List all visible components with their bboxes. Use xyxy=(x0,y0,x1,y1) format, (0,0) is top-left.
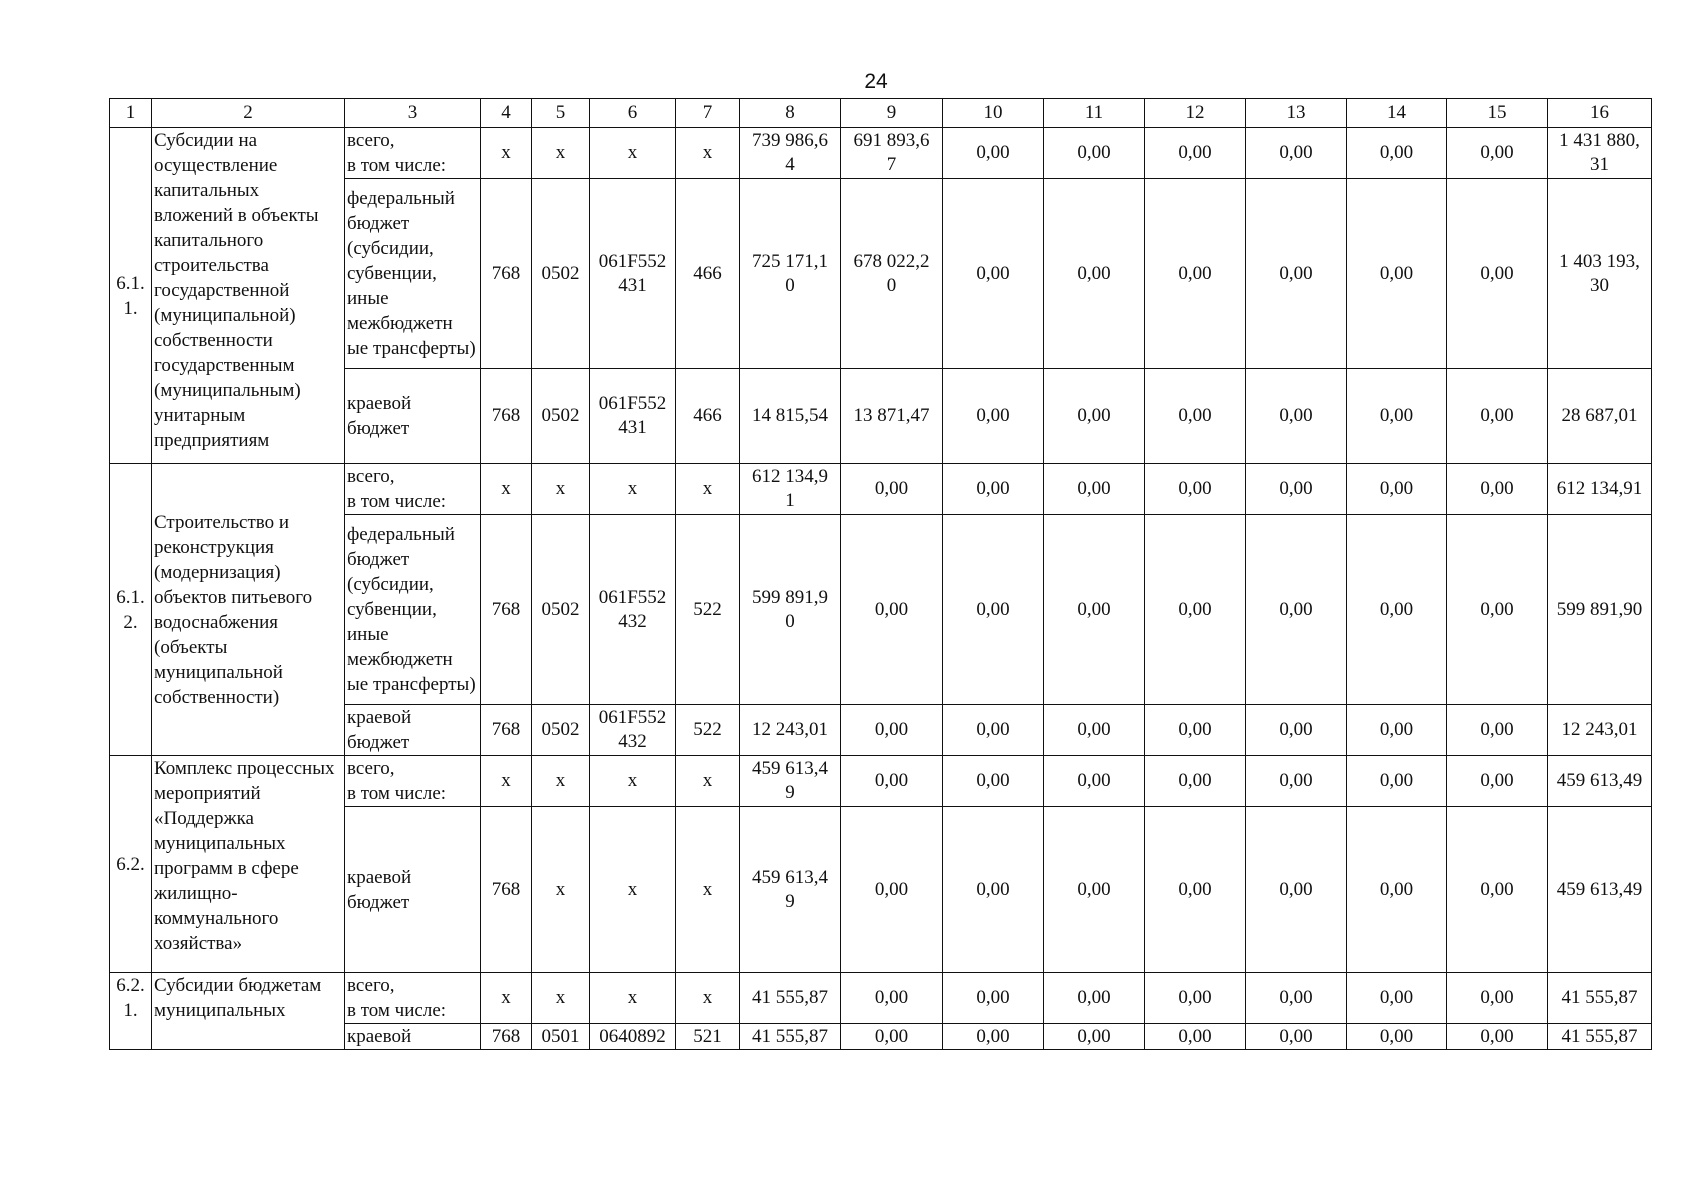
value-cell-c6: 061F552 432 xyxy=(590,705,676,756)
value-cell-c14: 0,00 xyxy=(1347,128,1447,179)
funding-source: краевой бюджет xyxy=(345,807,481,973)
table-row xyxy=(110,756,1652,807)
funding-source: федеральный бюджет (субсидии, субвенции, иные межбюджетн ые трансферты) xyxy=(345,179,481,369)
table-row xyxy=(110,464,1652,515)
value-cell-c12: 0,00 xyxy=(1145,1024,1246,1050)
value-cell-c12: 0,00 xyxy=(1145,705,1246,756)
col-header: 12 xyxy=(1145,99,1246,128)
col-header: 16 xyxy=(1548,99,1652,128)
value-cell-c5: x xyxy=(532,807,590,973)
item-name: Комплекс процессных мероприятий «Поддержка муниципальных программ в сфере жилищно-коммунального хозяйства» xyxy=(152,756,345,973)
header-row xyxy=(110,99,1652,128)
funding-source: всего, в том числе: xyxy=(345,973,481,1024)
value-cell-c6: 0640892 xyxy=(590,1024,676,1050)
value-cell-c6: x xyxy=(590,128,676,179)
col-header: 4 xyxy=(481,99,532,128)
value-cell-c6: x xyxy=(590,756,676,807)
value-cell-c8: 12 243,01 xyxy=(740,705,841,756)
value-cell-c9: 0,00 xyxy=(841,807,943,973)
value-cell-c8: 739 986,6 4 xyxy=(740,128,841,179)
value-cell-c13: 0,00 xyxy=(1246,369,1347,464)
value-cell-c4: x xyxy=(481,128,532,179)
value-cell-c8: 459 613,4 9 xyxy=(740,807,841,973)
value-cell-c15: 0,00 xyxy=(1447,705,1548,756)
value-cell-c12: 0,00 xyxy=(1145,179,1246,369)
value-cell-c14: 0,00 xyxy=(1347,1024,1447,1050)
funding-source: краевой xyxy=(345,1024,481,1050)
value-cell-c5: 0502 xyxy=(532,515,590,705)
col-header: 8 xyxy=(740,99,841,128)
value-cell-c4: 768 xyxy=(481,807,532,973)
value-cell-c5: x xyxy=(532,464,590,515)
value-cell-c4: 768 xyxy=(481,179,532,369)
value-cell-c5: 0502 xyxy=(532,705,590,756)
col-header: 13 xyxy=(1246,99,1347,128)
value-cell-c15: 0,00 xyxy=(1447,807,1548,973)
value-cell-c16: 28 687,01 xyxy=(1548,369,1652,464)
value-cell-c10: 0,00 xyxy=(943,464,1044,515)
value-cell-c16: 41 555,87 xyxy=(1548,1024,1652,1050)
value-cell-c4: 768 xyxy=(481,705,532,756)
col-header: 7 xyxy=(676,99,740,128)
col-header: 11 xyxy=(1044,99,1145,128)
value-cell-c11: 0,00 xyxy=(1044,756,1145,807)
value-cell-c4: x xyxy=(481,973,532,1024)
value-cell-c5: 0502 xyxy=(532,179,590,369)
value-cell-c9: 678 022,2 0 xyxy=(841,179,943,369)
value-cell-c10: 0,00 xyxy=(943,756,1044,807)
value-cell-c11: 0,00 xyxy=(1044,179,1145,369)
value-cell-c8: 599 891,9 0 xyxy=(740,515,841,705)
table-row xyxy=(110,128,1652,179)
value-cell-c15: 0,00 xyxy=(1447,369,1548,464)
value-cell-c6: 061F552 431 xyxy=(590,369,676,464)
value-cell-c4: 768 xyxy=(481,369,532,464)
value-cell-c5: x xyxy=(532,973,590,1024)
value-cell-c15: 0,00 xyxy=(1447,1024,1548,1050)
value-cell-c12: 0,00 xyxy=(1145,515,1246,705)
col-header: 6 xyxy=(590,99,676,128)
value-cell-c16: 41 555,87 xyxy=(1548,973,1652,1024)
value-cell-c13: 0,00 xyxy=(1246,1024,1347,1050)
value-cell-c7: x xyxy=(676,128,740,179)
value-cell-c15: 0,00 xyxy=(1447,128,1548,179)
value-cell-c6: x xyxy=(590,464,676,515)
value-cell-c13: 0,00 xyxy=(1246,179,1347,369)
value-cell-c7: 466 xyxy=(676,179,740,369)
col-header: 14 xyxy=(1347,99,1447,128)
value-cell-c5: x xyxy=(532,756,590,807)
value-cell-c16: 459 613,49 xyxy=(1548,807,1652,973)
value-cell-c10: 0,00 xyxy=(943,807,1044,973)
value-cell-c9: 0,00 xyxy=(841,1024,943,1050)
value-cell-c13: 0,00 xyxy=(1246,464,1347,515)
budget-table xyxy=(109,98,1652,1050)
value-cell-c11: 0,00 xyxy=(1044,1024,1145,1050)
value-cell-c13: 0,00 xyxy=(1246,756,1347,807)
value-cell-c14: 0,00 xyxy=(1347,179,1447,369)
value-cell-c8: 41 555,87 xyxy=(740,1024,841,1050)
value-cell-c16: 459 613,49 xyxy=(1548,756,1652,807)
value-cell-c4: 768 xyxy=(481,1024,532,1050)
value-cell-c14: 0,00 xyxy=(1347,515,1447,705)
col-header: 10 xyxy=(943,99,1044,128)
table-row xyxy=(110,973,1652,1024)
col-header: 2 xyxy=(152,99,345,128)
value-cell-c9: 691 893,6 7 xyxy=(841,128,943,179)
value-cell-c5: 0501 xyxy=(532,1024,590,1050)
value-cell-c10: 0,00 xyxy=(943,128,1044,179)
value-cell-c15: 0,00 xyxy=(1447,973,1548,1024)
value-cell-c14: 0,00 xyxy=(1347,807,1447,973)
value-cell-c9: 0,00 xyxy=(841,705,943,756)
value-cell-c10: 0,00 xyxy=(943,515,1044,705)
funding-source: всего, в том числе: xyxy=(345,128,481,179)
value-cell-c10: 0,00 xyxy=(943,369,1044,464)
value-cell-c13: 0,00 xyxy=(1246,515,1347,705)
value-cell-c6: 061F552 431 xyxy=(590,179,676,369)
value-cell-c12: 0,00 xyxy=(1145,369,1246,464)
value-cell-c15: 0,00 xyxy=(1447,179,1548,369)
funding-source: всего, в том числе: xyxy=(345,464,481,515)
value-cell-c11: 0,00 xyxy=(1044,515,1145,705)
page-number: 24 xyxy=(864,70,888,93)
value-cell-c4: 768 xyxy=(481,515,532,705)
value-cell-c13: 0,00 xyxy=(1246,705,1347,756)
value-cell-c8: 725 171,1 0 xyxy=(740,179,841,369)
value-cell-c16: 1 431 880, 31 xyxy=(1548,128,1652,179)
value-cell-c6: x xyxy=(590,973,676,1024)
item-number: 6.1. 1. xyxy=(110,128,152,464)
value-cell-c10: 0,00 xyxy=(943,1024,1044,1050)
value-cell-c11: 0,00 xyxy=(1044,128,1145,179)
value-cell-c9: 0,00 xyxy=(841,515,943,705)
value-cell-c9: 0,00 xyxy=(841,756,943,807)
value-cell-c11: 0,00 xyxy=(1044,973,1145,1024)
value-cell-c8: 41 555,87 xyxy=(740,973,841,1024)
value-cell-c12: 0,00 xyxy=(1145,973,1246,1024)
funding-source: краевой бюджет xyxy=(345,705,481,756)
value-cell-c10: 0,00 xyxy=(943,973,1044,1024)
value-cell-c6: x xyxy=(590,807,676,973)
value-cell-c9: 13 871,47 xyxy=(841,369,943,464)
value-cell-c16: 1 403 193, 30 xyxy=(1548,179,1652,369)
item-number: 6.1. 2. xyxy=(110,464,152,756)
value-cell-c8: 459 613,4 9 xyxy=(740,756,841,807)
value-cell-c10: 0,00 xyxy=(943,179,1044,369)
col-header: 3 xyxy=(345,99,481,128)
value-cell-c7: 466 xyxy=(676,369,740,464)
item-number: 6.2. 1. xyxy=(110,973,152,1050)
value-cell-c7: x xyxy=(676,756,740,807)
value-cell-c14: 0,00 xyxy=(1347,756,1447,807)
value-cell-c15: 0,00 xyxy=(1447,464,1548,515)
value-cell-c6: 061F552 432 xyxy=(590,515,676,705)
funding-source: федеральный бюджет (субсидии, субвенции, иные межбюджетн ые трансферты) xyxy=(345,515,481,705)
value-cell-c8: 612 134,9 1 xyxy=(740,464,841,515)
value-cell-c11: 0,00 xyxy=(1044,705,1145,756)
value-cell-c4: x xyxy=(481,464,532,515)
item-name: Субсидии бюджетам муниципальных xyxy=(152,973,345,1050)
value-cell-c8: 14 815,54 xyxy=(740,369,841,464)
col-header: 1 xyxy=(110,99,152,128)
value-cell-c15: 0,00 xyxy=(1447,756,1548,807)
value-cell-c14: 0,00 xyxy=(1347,705,1447,756)
value-cell-c11: 0,00 xyxy=(1044,464,1145,515)
col-header: 15 xyxy=(1447,99,1548,128)
value-cell-c7: x xyxy=(676,807,740,973)
value-cell-c4: x xyxy=(481,756,532,807)
funding-source: краевой бюджет xyxy=(345,369,481,464)
value-cell-c12: 0,00 xyxy=(1145,128,1246,179)
value-cell-c16: 599 891,90 xyxy=(1548,515,1652,705)
value-cell-c14: 0,00 xyxy=(1347,369,1447,464)
value-cell-c16: 612 134,91 xyxy=(1548,464,1652,515)
value-cell-c9: 0,00 xyxy=(841,973,943,1024)
value-cell-c13: 0,00 xyxy=(1246,807,1347,973)
col-header: 9 xyxy=(841,99,943,128)
value-cell-c9: 0,00 xyxy=(841,464,943,515)
value-cell-c7: x xyxy=(676,973,740,1024)
value-cell-c7: 522 xyxy=(676,705,740,756)
item-number: 6.2. xyxy=(110,756,152,973)
item-name: Строительство и реконструкция (модернизация) объектов питьевого водоснабжения (объекты муниципальной собственности) xyxy=(152,464,345,756)
value-cell-c12: 0,00 xyxy=(1145,464,1246,515)
value-cell-c11: 0,00 xyxy=(1044,807,1145,973)
value-cell-c14: 0,00 xyxy=(1347,973,1447,1024)
value-cell-c12: 0,00 xyxy=(1145,756,1246,807)
value-cell-c15: 0,00 xyxy=(1447,515,1548,705)
value-cell-c13: 0,00 xyxy=(1246,973,1347,1024)
value-cell-c14: 0,00 xyxy=(1347,464,1447,515)
value-cell-c16: 12 243,01 xyxy=(1548,705,1652,756)
value-cell-c13: 0,00 xyxy=(1246,128,1347,179)
value-cell-c5: x xyxy=(532,128,590,179)
value-cell-c10: 0,00 xyxy=(943,705,1044,756)
value-cell-c12: 0,00 xyxy=(1145,807,1246,973)
funding-source: всего, в том числе: xyxy=(345,756,481,807)
value-cell-c7: x xyxy=(676,464,740,515)
value-cell-c11: 0,00 xyxy=(1044,369,1145,464)
value-cell-c7: 522 xyxy=(676,515,740,705)
value-cell-c5: 0502 xyxy=(532,369,590,464)
value-cell-c7: 521 xyxy=(676,1024,740,1050)
col-header: 5 xyxy=(532,99,590,128)
item-name: Субсидии на осуществление капитальных вложений в объекты капитального строительства государственной (муниципальной) собственности государственным (муниципальным) унитарным предприятиям xyxy=(152,128,345,464)
